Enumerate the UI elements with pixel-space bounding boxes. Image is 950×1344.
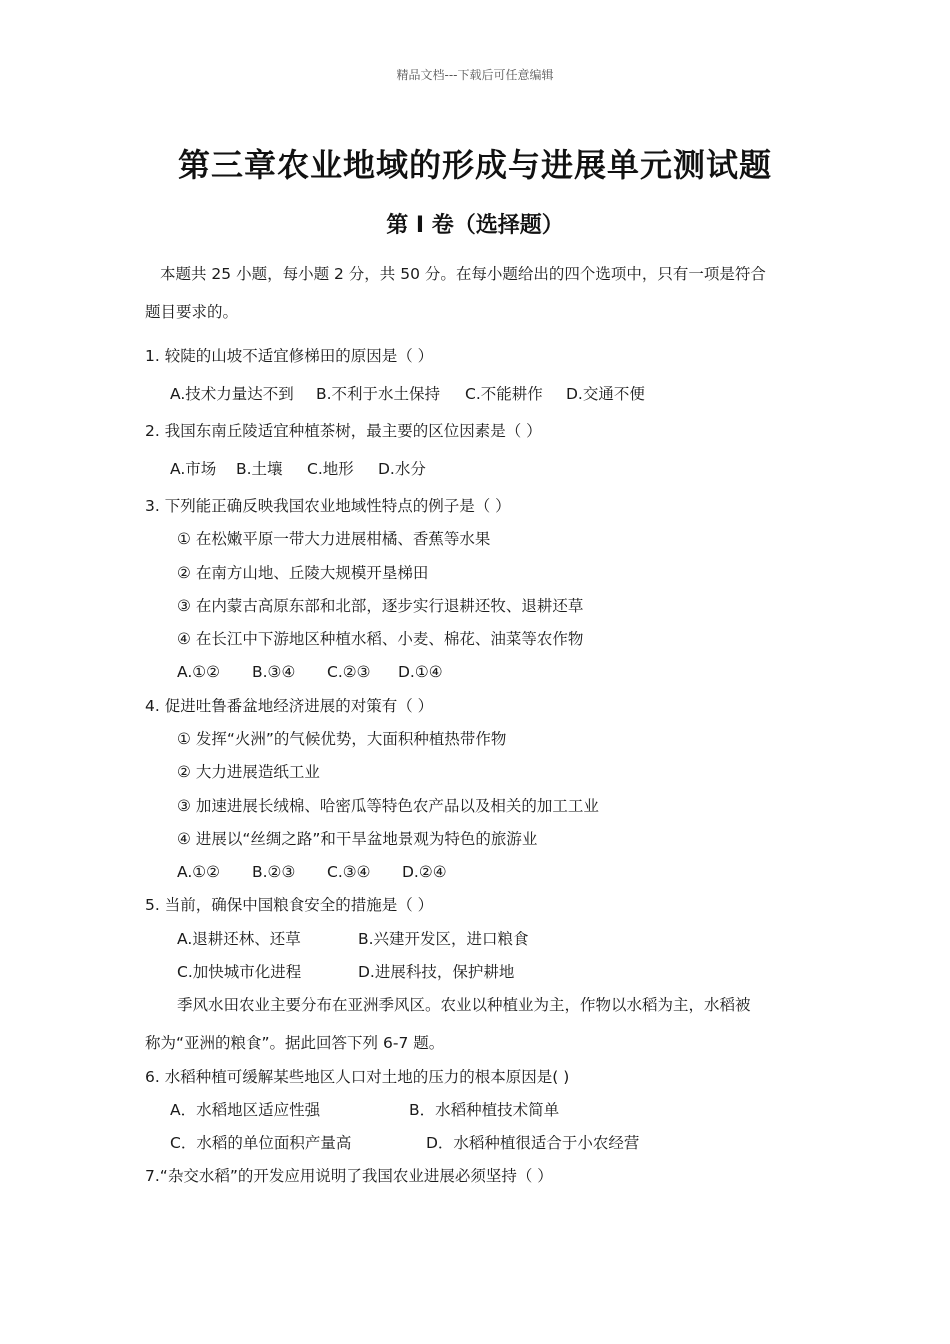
q4-item-3: ③ 加速进展长绒棉、哈密瓜等特色农产品以及相关的加工工业 [177,797,599,815]
q4-option-b: B.②③ [252,863,296,881]
intro-line-2: 题目要求的。 [145,303,239,321]
q1-option-d: D.交通不便 [566,385,645,403]
q4-option-a: A.①② [177,863,221,881]
q3-option-d: D.①④ [398,663,443,681]
q4-option-d: D.②④ [402,863,447,881]
page-title: 第三章农业地域的形成与进展单元测试题 [177,146,772,184]
q5-option-b: B.兴建开发区，进口粮食 [358,930,529,948]
header-note: 精品文档---下载后可任意编辑 [396,68,554,82]
q6-option-d: D．水稻种植很适合于小农经营 [426,1134,640,1152]
question-2-options [170,459,426,479]
q3-item-3: ③ 在内蒙古高原东部和北部，逐步实行退耕还牧、退耕还草 [177,597,584,615]
q5-option-c: C.加快城市化进程 [177,963,302,981]
question-6-options-row-1 [170,1100,559,1120]
q3-item-1: ① 在松嫩平原一带大力进展柑橘、香蕉等水果 [177,530,491,548]
q5-option-d: D.进展科技，保护耕地 [358,963,515,981]
q3-option-c: C.②③ [327,663,371,681]
q1-option-a: A.技术力量达不到 [170,385,294,403]
q3-option-b: B.③④ [252,663,296,681]
passage-line-1: 季风水田农业主要分布在亚洲季风区。农业以种植业为主，作物以水稻为主，水稻被 [177,996,751,1014]
intro-line-1: 本题共 25 小题，每小题 2 分，共 50 分。在每小题给出的四个选项中，只有一项是符合 [160,265,766,283]
question-2-stem: 2. 我国东南丘陵适宜种植茶树，最主要的区位因素是（ ） [145,422,542,440]
q2-option-c: C.地形 [307,460,354,478]
question-1-options [170,384,645,404]
question-3-stem: 3. 下列能正确反映我国农业地域性特点的例子是（ ） [145,497,511,515]
q4-item-4: ④ 进展以“丝绸之路”和干旱盆地景观为特色的旅游业 [177,830,538,848]
q4-item-1: ① 发挥“火洲”的气候优势，大面积种植热带作物 [177,730,507,748]
q3-item-2: ② 在南方山地、丘陵大规模开垦梯田 [177,564,429,582]
q6-option-a: A．水稻地区适应性强 [170,1101,321,1119]
q4-item-2: ② 大力进展造纸工业 [177,763,320,781]
question-6-stem: 6. 水稻种植可缓解某些地区人口对土地的压力的根本原因是( ) [145,1068,570,1086]
q5-option-a: A.退耕还林、还草 [177,930,301,948]
question-3-options [177,662,443,682]
question-5-options-row-2 [177,962,514,982]
question-1-stem: 1. 较陡的山坡不适宜修梯田的原因是（ ） [145,347,434,365]
q1-option-c: C.不能耕作 [465,385,543,403]
section-subtitle: 第 I 卷（选择题） [386,213,564,238]
q2-option-a: A.市场 [170,460,217,478]
question-4-options [177,862,447,882]
question-5-stem: 5. 当前，确保中国粮食安全的措施是（ ） [145,896,434,914]
passage-line-2: 称为“亚洲的粮食”。据此回答下列 6-7 题。 [145,1034,445,1052]
q1-option-b: B.不利于水土保持 [316,385,441,403]
question-5-options-row-1 [177,929,529,949]
q2-option-d: D.水分 [378,460,426,478]
question-6-options-row-2 [170,1133,639,1153]
q6-option-b: B．水稻种植技术简单 [409,1101,560,1119]
q3-item-4: ④ 在长江中下游地区种植水稻、小麦、棉花、油菜等农作物 [177,630,584,648]
q6-option-c: C．水稻的单位面积产量高 [170,1134,352,1152]
q2-option-b: B.土壤 [236,460,283,478]
question-4-stem: 4. 促进吐鲁番盆地经济进展的对策有（ ） [145,697,434,715]
q3-option-a: A.①② [177,663,221,681]
q4-option-c: C.③④ [327,863,371,881]
question-7-stem: 7.“杂交水稻”的开发应用说明了我国农业进展必须坚持（ ） [145,1167,553,1185]
